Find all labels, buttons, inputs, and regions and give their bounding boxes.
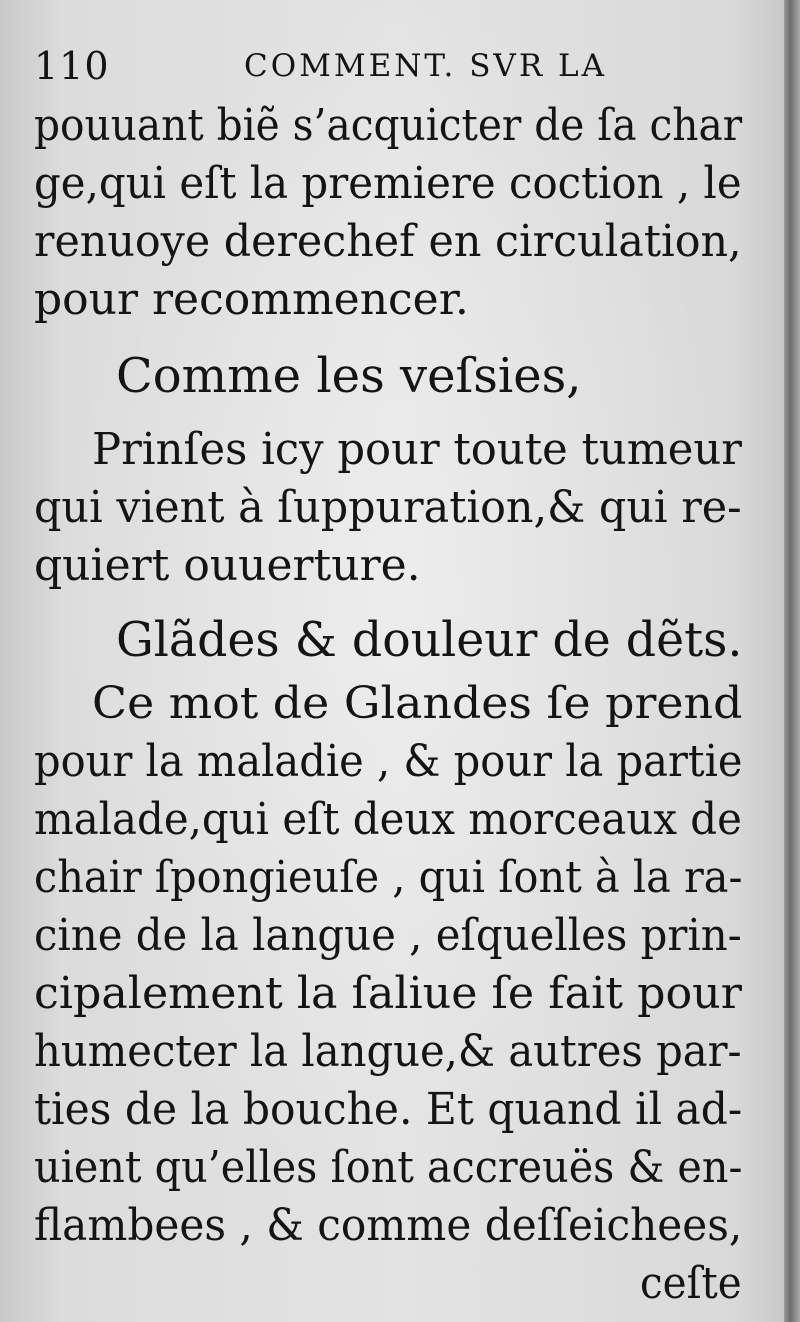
text-line: cipalement la ſaliue ſe fait pour bbox=[34, 968, 742, 1019]
section-heading: Comme les veſsies, bbox=[116, 348, 582, 404]
running-head bbox=[32, 44, 772, 96]
text-line: Ce mot de Glandes ſe prend bbox=[92, 678, 743, 729]
text-line: Prinſes icy pour toute tumeur bbox=[92, 424, 742, 475]
text-line: pouuant biẽ s’acquicter de ſa char bbox=[34, 100, 743, 151]
text-line: renuoye derechef en circulation, bbox=[34, 216, 742, 267]
text-line: ties de la bouche. Et quand il ad- bbox=[34, 1084, 743, 1135]
text-line: qui vient à ſuppuration,& qui re- bbox=[34, 482, 742, 533]
text-line: pour recommencer. bbox=[34, 274, 469, 325]
text-line: chair ſpongieuſe , qui ſont à la ra- bbox=[34, 852, 743, 903]
page-number: 110 bbox=[34, 44, 110, 88]
text-line: uient qu’elles ſont accreuës & en- bbox=[34, 1142, 743, 1193]
text-line: quiert ouuerture. bbox=[34, 540, 421, 591]
page-edge bbox=[784, 0, 800, 1322]
text-line: flambees , & comme deſſeichees, bbox=[34, 1200, 743, 1251]
text-line: cine de la langue , eſquelles prin- bbox=[34, 910, 742, 961]
running-title: COMMENT. SVR LA bbox=[244, 48, 607, 84]
text-line: humecter la langue,& autres par- bbox=[34, 1026, 742, 1077]
section-heading: Glãdes & douleur de dẽts. bbox=[116, 612, 743, 668]
catchword: ceſte bbox=[640, 1258, 742, 1309]
text-line: ge,qui eſt la premiere coction , le bbox=[34, 158, 742, 209]
text-line: malade,qui eſt deux morceaux de bbox=[34, 794, 742, 845]
text-line: pour la maladie , & pour la partie bbox=[34, 736, 743, 787]
